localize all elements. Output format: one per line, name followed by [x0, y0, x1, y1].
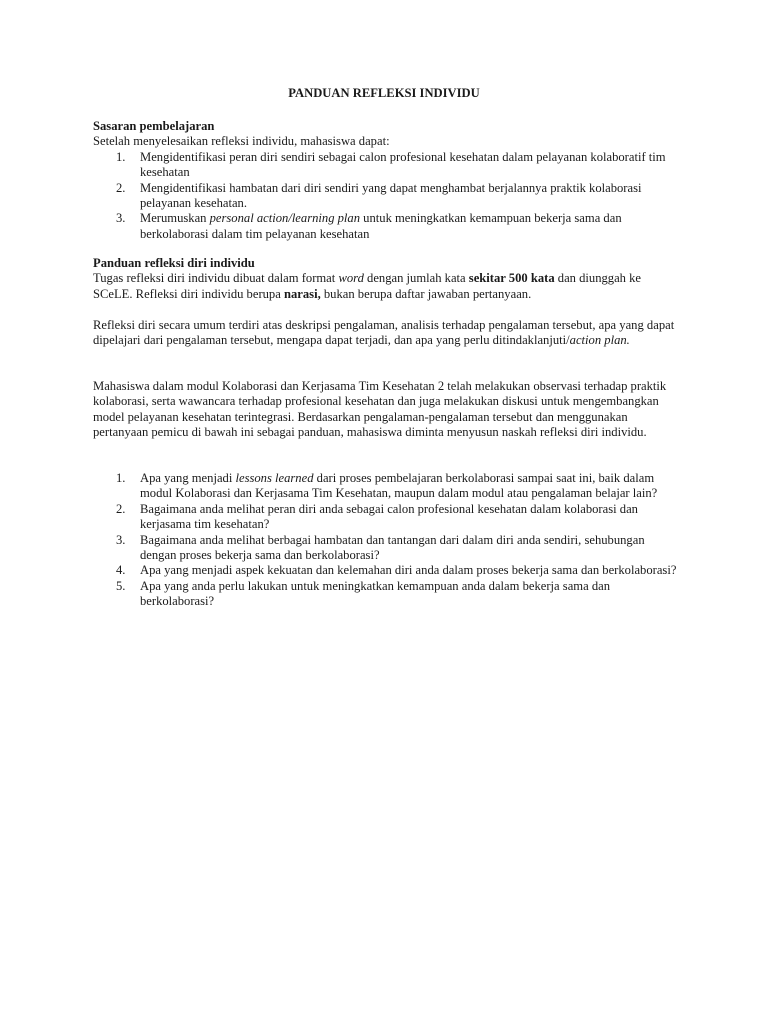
question-text: Bagaimana anda melihat berbagai hambatan dan tantangan dari dalam diri anda sendiri, sehubungan dengan proses bekerja sama dan berkolaborasi?	[140, 532, 645, 563]
section-heading-reflection-guide: Panduan refleksi diri individu	[93, 256, 255, 270]
question-text-pre: Apa yang menjadi	[140, 471, 236, 485]
trigger-questions	[93, 471, 678, 610]
objective-item-2	[93, 181, 678, 212]
text-span: dengan jumlah kata	[363, 271, 469, 286]
section-reflection-guide	[93, 256, 678, 302]
objective-item-3	[93, 211, 678, 242]
question-text-post: dari proses pembelajaran berkolaborasi sampai saat ini, baik dalam modul Kolaborasi dan Kerjasama Tim Kesehatan, maupun dalam modul atau pengalaman belajar lain?	[140, 471, 658, 501]
list-number: 3.	[116, 532, 126, 547]
paragraph-text: Mahasiswa dalam modul Kolaborasi dan Kerjasama Tim Kesehatan 2 telah melakukan observasi terhadap praktik kolaborasi, serta wawancara terhadap profesional kesehatan dan juga melakukan diskusi untuk mengembangkan model pelayanan kesehatan terintegrasi. Berdasarkan pengalaman-pengalaman tersebut dan menggunakan pertanyaan pemicu di bawah ini sebagai panduan, mahasiswa diminta menyusun naskah refleksi diri individu.	[93, 379, 667, 440]
objective-text-post: untuk meningkatkan kemampuan bekerja sama dan berkolaborasi dalam tim pelayanan kesehatan	[140, 211, 622, 241]
text-span: Tugas refleksi diri individu dibuat dalam format	[93, 271, 339, 286]
objectives-list	[93, 150, 678, 242]
text-span: bukan berupa daftar jawaban pertanyaan.	[320, 286, 532, 301]
question-text-italic: lessons learned	[235, 471, 314, 485]
paragraph-module-context	[93, 379, 678, 441]
list-number: 5.	[116, 578, 126, 593]
list-number: 4.	[116, 563, 126, 578]
text-span-italic: action plan.	[569, 333, 630, 348]
objective-text-pre: Merumuskan	[140, 211, 210, 226]
section-learning-objectives	[93, 119, 678, 242]
objective-item-1	[93, 150, 678, 181]
question-item-1	[93, 471, 678, 502]
list-number: 2.	[116, 501, 126, 516]
question-item-2	[93, 502, 678, 533]
list-number: 2.	[116, 180, 126, 195]
objective-text: Mengidentifikasi peran diri sendiri sebagai calon profesional kesehatan dalam pelayanan kolaboratif tim kesehatan	[140, 149, 666, 180]
list-number: 3.	[116, 211, 126, 226]
paragraph-reflection-structure	[93, 318, 678, 349]
objectives-intro: Setelah menyelesaikan refleksi individu, mahasiswa dapat:	[93, 134, 390, 149]
question-text: Apa yang anda perlu lakukan untuk meningkatkan kemampuan anda dalam bekerja sama dan berkolaborasi?	[140, 578, 610, 609]
question-text: Bagaimana anda melihat peran diri anda sebagai calon profesional kesehatan dalam kolaborasi dan kerjasama tim kesehatan?	[140, 501, 638, 532]
list-number: 1.	[116, 471, 126, 485]
list-number: 1.	[116, 149, 126, 164]
paragraph-format	[93, 271, 678, 302]
text-span: dan diunggah ke SCeLE. Refleksi diri individu berupa	[93, 271, 642, 301]
question-item-5	[93, 579, 678, 610]
text-span-italic: word	[338, 271, 364, 286]
text-span-bold: sekitar 500 kata	[468, 271, 555, 286]
objective-text-italic: personal action/learning plan	[209, 211, 361, 226]
text-span-bold: narasi,	[283, 286, 321, 301]
paragraph-text	[93, 318, 678, 349]
questions-list	[93, 471, 678, 610]
section-heading-learning-objectives: Sasaran pembelajaran	[93, 119, 215, 133]
text-span: Refleksi diri secara umum terdiri atas deskripsi pengalaman, analisis terhadap pengalaman tersebut, apa yang dapat dipelajari dari pengalaman tersebut, mengapa dapat terjadi, dan apa yang perlu ditindaklanjuti/	[93, 318, 675, 348]
question-text: Apa yang menjadi aspek kekuatan dan kelemahan diri anda dalam proses bekerja sama dan berkolaborasi?	[140, 563, 677, 578]
objective-text: Mengidentifikasi hambatan dari diri sendiri yang dapat menghambat berjalannya praktik kolaborasi pelayanan kesehatan.	[140, 180, 642, 211]
document-title: PANDUAN REFLEKSI INDIVIDU	[288, 86, 480, 100]
question-item-4	[93, 563, 678, 578]
question-item-3	[93, 533, 678, 564]
